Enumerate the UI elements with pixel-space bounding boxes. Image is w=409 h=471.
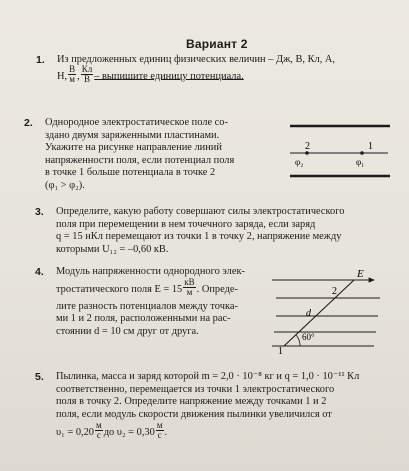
task-3 [35,206,402,256]
task-4-line: стоянии d = 10 см друг от друга. [56,325,199,337]
distance-d-label: d [306,308,311,319]
task-3-line: Определите, какую работу совершают силы электростатического [56,206,345,217]
task-1-number: 1. [36,54,45,66]
task-2 [24,117,285,193]
point-2-label: 2 [332,286,337,297]
fraction-denominator: м [186,286,193,297]
unit-fraction-m-per-s [95,421,103,440]
task-4-line-2-end: . Опреде- [196,283,238,295]
task-1-line-2 [57,63,402,84]
task-4-number: 4. [35,266,44,278]
field-lines-figure [262,268,404,358]
task-5-line: соответственно, перемещается из точки 1 электростатического [56,383,335,395]
point-2-label: 2 [305,141,310,152]
unit-fraction-cl-per-v [81,65,94,84]
task-4-line: ми 1 и 2 поля, расположенными на рас- [56,313,231,325]
task-2-line: в точке 1 больше потенциала в точке 2 [45,167,216,179]
task-3-line: q = 15 нКл перемещают из точки 1 в точку 2, напряжение между [56,231,342,243]
task-5 [35,371,402,441]
task-5-line: поля, если модуль скорости движения пылинки увеличился от [56,408,332,420]
segment-d [284,280,354,346]
task-1-comma: , [77,70,80,82]
phi-2-label: φ₂ [295,157,304,167]
task-1-line-2-end: – выпишите единицу потенциала. [94,70,244,82]
task-4-line-2-start: тростатического поля E = 15 [56,283,183,295]
fraction-numerator: м [156,420,163,431]
point-1-label: 1 [278,346,283,357]
angle-arc [296,335,300,346]
v2-value: до υ₂ = 0,30 [103,427,155,439]
point-1-marker [360,151,364,155]
v1-value: υ₁ = 0,20 [56,427,95,439]
field-e-label: E [357,268,364,280]
fraction-numerator: кВ [184,276,195,287]
task-3-line: поля при перемещении в нем точечного заряда, если заряд [56,218,316,230]
task-2-line: здано двумя заряженными пластинами. [45,129,220,141]
task-2-line: Укажите на рисунке направление линий [45,142,222,154]
task-2-line: напряженности поля, если потенциал поля [45,154,235,166]
task-5-velocity-line [56,420,402,441]
fraction-denominator: В [83,73,90,84]
v-end: . [164,427,168,439]
task-5-line: поля в точку 2. Определите напряжение между точками 1 и 2 [56,396,327,408]
task-1-line-1: Из предложенных единиц физических величин – Дж, В, Кл, А, [57,54,336,65]
task-5-number: 5. [35,371,44,383]
task-5-line: Пылинка, масса и заряд которой m = 2,0 · 10⁻⁸ кг и q = 1,0 · 10⁻¹¹ Кл [56,371,360,382]
fraction-denominator: с [157,430,162,441]
unit-fraction-kv-per-m [183,278,195,297]
unit-fraction-m-per-s [156,421,164,440]
task-1-line-2-start: Н, [57,70,68,82]
task-4-line-1: Модуль напряженности однородного элек- [56,266,245,277]
fraction-denominator: м [69,73,75,84]
phi-1-label: φ₁ [356,157,365,167]
variant-title: Вариант 2 [186,37,248,51]
fraction-numerator: Кл [81,63,93,74]
task-1 [36,54,402,84]
task-2-line: Однородное электростатическое поле со- [45,117,228,128]
task-4-line-2 [56,276,286,297]
task-3-line: которыми U₁₂ = –0,60 кВ. [56,243,169,255]
fraction-numerator: В [69,63,76,74]
task-2-line: (φ₁ > φ₂). [45,179,85,191]
capacitor-plates-figure [288,120,394,196]
point-1-label: 1 [368,141,373,152]
fraction-denominator: с [96,430,101,441]
unit-fraction-v-per-m [68,65,76,84]
fraction-numerator: м [96,420,102,431]
task-2-number: 2. [24,117,33,129]
task-4 [35,266,286,338]
task-3-number: 3. [35,206,44,218]
angle-label: 60° [302,332,315,342]
task-4-line: лите разность потенциалов между точка- [56,300,238,312]
